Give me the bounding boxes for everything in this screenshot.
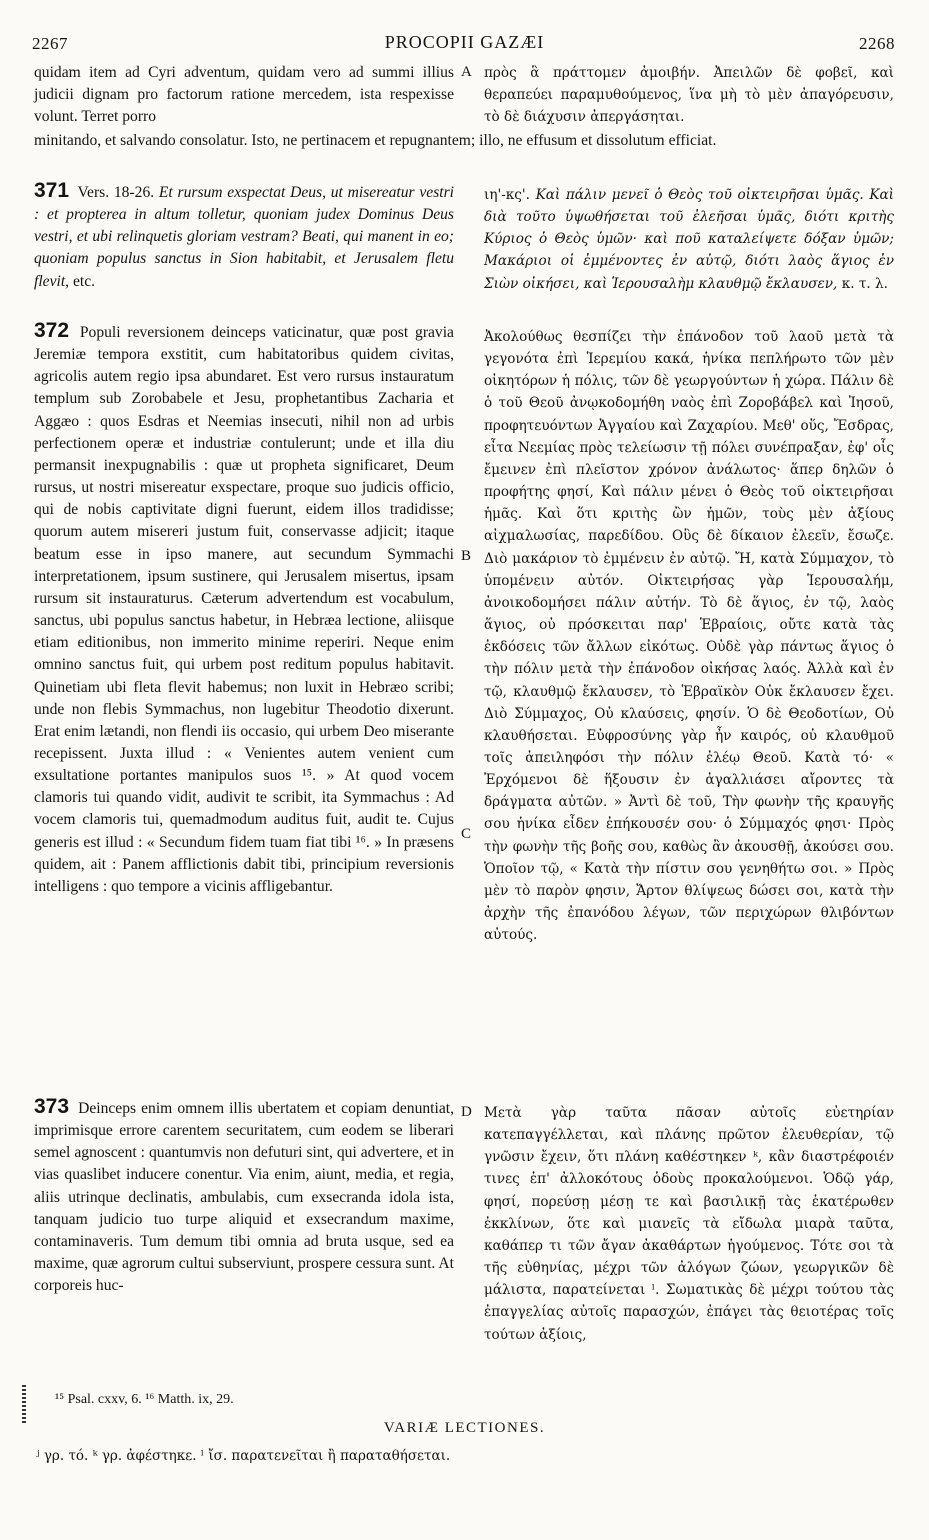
greek-section-372 bbox=[484, 326, 894, 946]
latin-section-372 bbox=[34, 320, 454, 898]
greek-section-373 bbox=[484, 1102, 894, 1346]
binding-mark bbox=[22, 1385, 26, 1425]
left-page-number: 2267 bbox=[32, 34, 68, 53]
greek-top-text: πρὸς ἃ πράττομεν ἀμοιβήν. Ἀπειλῶν δὲ φοβεῖ, καὶ θεραπεύει παραμυθούμενος, ἵνα μὴ τὸ μὲν ἀπαγόρευσιν, τὸ δὲ διάχυσιν ἀπεργάσηται. bbox=[484, 65, 894, 126]
greek-verse-reference: ιη'-κς'. bbox=[484, 187, 530, 203]
latin-section-373 bbox=[34, 1096, 454, 1297]
latin-section-371 bbox=[34, 180, 454, 293]
greek-372-text: Ἀκολούθως θεσπίζει τὴν ἐπάνοδον τοῦ λαοῦ μετὰ τὰ γεγονότα ἐπὶ Ἱερεμίου κακά, ἡνίκα πεπλήρωτο τῶν μὲν οἰκητόρων ἡ πόλις, τῶν δὲ γεωργούντων ἡ χώρα. Πάλιν δὲ ὁ τοῦ Θεοῦ ἀνῳκοδομήθη ναὸς ἐπὶ Ζοροβάβελ καὶ Ἰησοῦ, προφητευόντων Ἀγγαίου καὶ Ζαχαρίου. Μεθ' οὕς, Ἔσδρας, εἶτα Νεεμίας πρὸς τελείωσιν τῇ πόλει συνέπραξαν, ἐφ' οἷς ἔμεινεν ἐπὶ πλεῖστον χρόνον ἀνάλωτος· ἅπερ δηλῶν ὁ προφήτης φησί, Καὶ πάλιν μένει ὁ Θεὸς τοῦ οἰκτειρῆσαι ἡμᾶς. Καὶ ὅτι κριτὴς ὢν ἡμῶν, τοὺς μὲν ἀξίους αἰχμαλωσίας, παρεδίδου. Οὓς δὲ δίκαιον ἐλεεῖν, ἔσωζε. Διὸ μακάριον τὸ ἐμμένειν ἐν αὐτῷ. Ἤ, κατὰ Σύμμαχον, τὸ ὑπομένειν αὐτόν. Οἰκτειρήσας γὰρ Ἱερουσαλήμ, ἀνοικοδομήσει πάλιν αὐτήν. Τὸ δὲ ἅγιος, ἐν τῷ, λαὸς ἅγιος, οὐ πρόσκειται παρ' Ἑβραίοις, οὔτε κατὰ τὰς ἐκδόσεις τῶν ἄλλων εἰκότως. Οὐδὲ γὰρ πάντως ἅγιος ὁ τὴν πόλιν μετὰ τὴν ἐπάνοδον οἰκήσας λαός. Ἀλλὰ καὶ ἐν τῷ, κλαυθμῷ ἔκλαυσεν, τὸ Ἑβραϊκὸν Οὐκ ἔκλαυσεν ἔχει. Διὸ Σύμμαχος, Οὐ κλαύσεις, φησίν. Ὁ δὲ Θεοδοτίων, Οὐ κλαυθήσεται. Εὐφροσύνης γὰρ ἦν καιρός, οὐ κλαυθμοῦ τοῖς ἀπειληφόσι τὴν πόλιν ἐλέῳ Θεοῦ. Κατὰ τό· « Ἐρχόμενοι δὲ ἥξουσιν ἐν ἀγαλλιάσει αἴροντες τὰ δράγματα αὐτῶν. » Ἀντὶ δὲ τοῦ, Τὴν φωνὴν τῆς κραυγῆς σου ἡνίκα εἶδεν ἐπήκουσέν σου· ὁ Σύμμαχός φησι· Πρὸς τὴν φωνὴν τῆς βοῆς σου, καθὼς ἂν ἀκουσθῇ, ἀκούσει σου. Ὁποῖον τῷ, « Κατὰ τὴν πίστιν σου γενηθήτω σοι. » Πρὸς μὲν τὸ παρὸν φησιν, Ἄρτον θλίψεως δώσει σοι, κατὰ τὴν ἀρχὴν τῆς ἐπανόδου λέγων, τῶν περιχώρων θλιβόντων αὐτούς. bbox=[484, 329, 894, 944]
margin-letter-a: A bbox=[461, 64, 472, 80]
greek-verse-text: Καὶ πάλιν μενεῖ ὁ Θεὸς τοῦ οἰκτειρῆσαι ὑμᾶς. Καὶ διὰ τοῦτο ὑψωθήσεται τοῦ ἐλεῆσαι ὑμᾶς, διότι κριτὴς Κύριος ὁ Θεὸς ὑμῶν· καὶ ποῦ καταλείψετε δόξαν ὑμῶν; Μακάριοι οἱ ἐμμένοντες ἐν αὐτῷ, διότι λαὸς ἅγιος ἐν Σιὼν οἰκήσει, καὶ Ἱερουσαλὴμ κλαυθμῷ ἔκλαυσεν, bbox=[484, 187, 895, 292]
greek-top bbox=[484, 62, 894, 128]
right-page-number: 2268 bbox=[859, 34, 895, 53]
running-title: PROCOPII GAZÆI bbox=[384, 32, 545, 52]
latin-top bbox=[34, 62, 454, 128]
full-width-line: minitando, et salvando consolatur. Isto, ne pertinacem et repugnantem; illo, ne effusum et dissolutum efficiat. bbox=[34, 132, 717, 149]
latin-373-text: Deinceps enim omnem illis ubertatem et copiam denuntiat, imprimisque errore carentem securitatem, cum eodem se liberari semel agnoscent : quantumvis non defuturi sint, qui advertere, et in vias quaslibet inducere conentur. Via enim, aiunt, media, et regia, aliis utrinque declinatis, ambulabis, cum exsecranda idola ista, tanquam judicio tuo turpe aliquid et exsecrandum maxime, contaminaveris. Tum demum tibi omnia ad bruta usque, sed ea maxime, quæ agrorum cultui subserviunt, prospere cessura sunt. At corporeis huc- bbox=[34, 1100, 454, 1295]
section-number-373: 373 bbox=[34, 1095, 70, 1118]
variae-lectiones-title: VARIÆ LECTIONES. bbox=[383, 1420, 546, 1436]
latin-verse-text: Et rursum exspectat Deus, ut misereatur vestri : et propterea in altum tolletur, quoniam judex Dominus Deus vestri, et ubi relinquetis gloriam vestram? Beati, qui manent in eo; quoniam populus sanctus in Sion habitabit, et Jerusalem fletu flevit, bbox=[34, 184, 454, 290]
latin-top-text: quidam item ad Cyri adventum, quidam vero ad summi illius judicii dignam pro factorum ratione mercedem, ista respexisse volunt. Terret porro bbox=[34, 64, 454, 126]
section-number-371: 371 bbox=[34, 179, 70, 202]
verse-reference: Vers. 18-26. bbox=[77, 184, 155, 201]
latin-etc: etc. bbox=[72, 272, 96, 290]
variae-lectiones: ʲ γρ. τό. ᵏ γρ. ἀφέστηκε. ˡ ἴσ. παρατενεῖται ἢ παραταθήσεται. bbox=[36, 1448, 451, 1464]
greek-373-text: Μετὰ γὰρ ταῦτα πᾶσαν αὐτοῖς εὐετηρίαν κατεπαγγέλλεται, καὶ πλάνης πρῶτον ἐλευθερίαν, τῷ γνῶσιν ἔχειν, ὅτι πλάνη καθέστηκεν ᵏ, κἂν διαστρέφοιέν τινες ἐπ' ἀλλοκότους ὁδοὺς προκαλούμενοι. Ὁδῷ γάρ, φησί, πορεύσῃ μέσῃ τε καὶ βασιλικῇ τὰς ἑκατέρωθεν ἐκκλίνων, ὅτε καὶ μιανεῖς τὰ εἴδωλα μιαρὰ ταῦτα, καθάπερ τι τῶν ἄγαν ἀκαθάρτων ἡγούμενος. Τότε σοι τὰ τῆς εὐθηνίας, μέχρι τῶν ἀλόγων ζώων, γεωργικῶν δὲ μάλιστα, παρατείνεται ˡ. Σωματικὰς δὲ μέχρι τούτου τὰς ἐπαγγελίας αὐτοῖς παρασχών, ἐπάγει τὰς θειοτέρας τοῖς τούτων ἀξίοις, bbox=[484, 1105, 894, 1343]
section-number-372: 372 bbox=[34, 319, 70, 342]
margin-letter-d: D bbox=[461, 1104, 472, 1120]
latin-372-text: Populi reversionem deinceps vaticinatur, quæ post gravia Jeremiæ tempora exstitit, cum habitatoribus quidem civitas, agricolis autem regio ipsa abundaret. Est vero rursus instauratum templum sub Zorobabele et Jesu, prophetantibus Zacharia et Aggæo : quos Esdras et Neemias insecuti, nihil non ad urbis perfectionem operæ et industriæ contulerunt; unde et illa diu permansit inexpugnabilis : quæ ut propheta significaret, Deum rursus, ut nostri misereatur exspectare, proque suo judicis officio, qui de nobis captivitate digni fuerunt, eidem illos tradidisse; quorum autem misereri justum fuit, conservasse adjicit; itaque beatum esse in ipso manere, aut secundum Symmachi interpretationem, ipsum sustinere, qui Jerusalem misertus, ipsam rursum sit instauraturus. Cæterum advertendum est vocabulum, sanctus, ubi populus sanctus habetur, in Hebræa lectione, aliisque etiam editionibus, non immerito minime reperiri. Neque enim omnino sanctus fuit, qui urbem post reditum populus habitavit. Quinetiam ubi fleta flevit habemus; non luxit in Hebræo scribi; unde non flebis Symmachus, non lugebitur Theodotio dixerunt. Erat enim lætandi, non flendi iis occasio, qui urbem Deo miserante recepissent. Juxta illud : « Venientes autem venient cum exsultatione portantes manipulos suos ¹⁵. » At quod vocem clamoris tui quando vidit, audivit te scribit, ita Symmachus : Ad vocem clamoris tui, quemadmodum auditus fuit, audit te. Cujus generis est illud : « Secundum fidem tuam fiat tibi ¹⁶. » In præsens quidem, ait : Panem afflictionis dabit tibi, principium reversionis intelligens : quo tempore a vicinis affligebantur. bbox=[34, 324, 454, 895]
footnotes: ¹⁵ Psal. cxxv, 6. ¹⁶ Matth. ix, 29. bbox=[55, 1392, 234, 1407]
margin-letter-c: C bbox=[461, 826, 472, 842]
greek-section-371 bbox=[484, 184, 894, 295]
margin-letter-b: B bbox=[461, 548, 472, 564]
greek-etc: κ. τ. λ. bbox=[841, 275, 888, 292]
